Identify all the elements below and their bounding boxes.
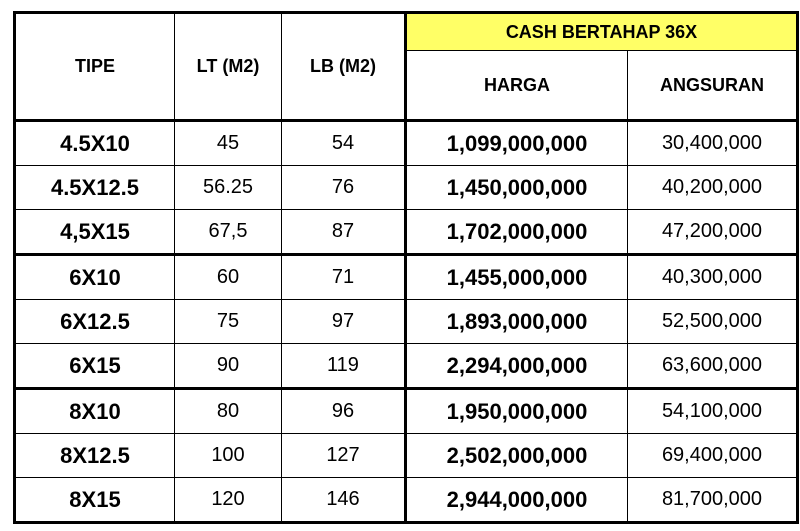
cell-lt: 90 — [175, 344, 282, 389]
header-angsuran: ANGSURAN — [628, 51, 798, 121]
cell-lt: 120 — [175, 478, 282, 523]
cell-angsuran: 63,600,000 — [628, 344, 798, 389]
cell-tipe: 4.5X12.5 — [15, 166, 175, 210]
price-table — [13, 11, 799, 524]
cell-harga: 1,950,000,000 — [406, 389, 628, 434]
cell-angsuran: 40,300,000 — [628, 255, 798, 300]
table-row — [15, 210, 798, 255]
cell-harga: 1,702,000,000 — [406, 210, 628, 255]
cell-harga: 2,502,000,000 — [406, 434, 628, 478]
cell-lb: 54 — [282, 121, 406, 166]
header-lt: LT (M2) — [175, 13, 282, 121]
cell-tipe: 8X10 — [15, 389, 175, 434]
cell-lt: 80 — [175, 389, 282, 434]
cell-angsuran: 47,200,000 — [628, 210, 798, 255]
cell-tipe: 8X12.5 — [15, 434, 175, 478]
table-row — [15, 344, 798, 389]
cell-harga: 1,099,000,000 — [406, 121, 628, 166]
price-table-container — [13, 11, 799, 524]
header-harga: HARGA — [406, 51, 628, 121]
header-payment-plan: CASH BERTAHAP 36X — [406, 13, 798, 51]
cell-angsuran: 52,500,000 — [628, 300, 798, 344]
cell-harga: 2,944,000,000 — [406, 478, 628, 523]
cell-tipe: 6X15 — [15, 344, 175, 389]
table-row — [15, 389, 798, 434]
table-row — [15, 434, 798, 478]
cell-lb: 127 — [282, 434, 406, 478]
table-row — [15, 478, 798, 523]
header-lb: LB (M2) — [282, 13, 406, 121]
cell-angsuran: 40,200,000 — [628, 166, 798, 210]
cell-lb: 87 — [282, 210, 406, 255]
cell-angsuran: 30,400,000 — [628, 121, 798, 166]
cell-tipe: 6X10 — [15, 255, 175, 300]
cell-lt: 100 — [175, 434, 282, 478]
table-row — [15, 166, 798, 210]
table-row — [15, 121, 798, 166]
cell-lb: 97 — [282, 300, 406, 344]
cell-harga: 1,450,000,000 — [406, 166, 628, 210]
cell-harga: 1,455,000,000 — [406, 255, 628, 300]
cell-angsuran: 81,700,000 — [628, 478, 798, 523]
cell-tipe: 6X12.5 — [15, 300, 175, 344]
cell-lb: 96 — [282, 389, 406, 434]
cell-angsuran: 69,400,000 — [628, 434, 798, 478]
header-tipe: TIPE — [15, 13, 175, 121]
cell-tipe: 4.5X10 — [15, 121, 175, 166]
cell-tipe: 4,5X15 — [15, 210, 175, 255]
table-row — [15, 255, 798, 300]
cell-tipe: 8X15 — [15, 478, 175, 523]
cell-lt: 67,5 — [175, 210, 282, 255]
table-row — [15, 300, 798, 344]
header-row-top — [15, 13, 798, 51]
cell-harga: 1,893,000,000 — [406, 300, 628, 344]
cell-lb: 146 — [282, 478, 406, 523]
cell-lb: 76 — [282, 166, 406, 210]
cell-lt: 75 — [175, 300, 282, 344]
cell-lb: 119 — [282, 344, 406, 389]
table-body — [15, 121, 798, 523]
cell-harga: 2,294,000,000 — [406, 344, 628, 389]
cell-lt: 60 — [175, 255, 282, 300]
cell-lb: 71 — [282, 255, 406, 300]
table-header — [15, 13, 798, 121]
cell-angsuran: 54,100,000 — [628, 389, 798, 434]
cell-lt: 45 — [175, 121, 282, 166]
cell-lt: 56.25 — [175, 166, 282, 210]
